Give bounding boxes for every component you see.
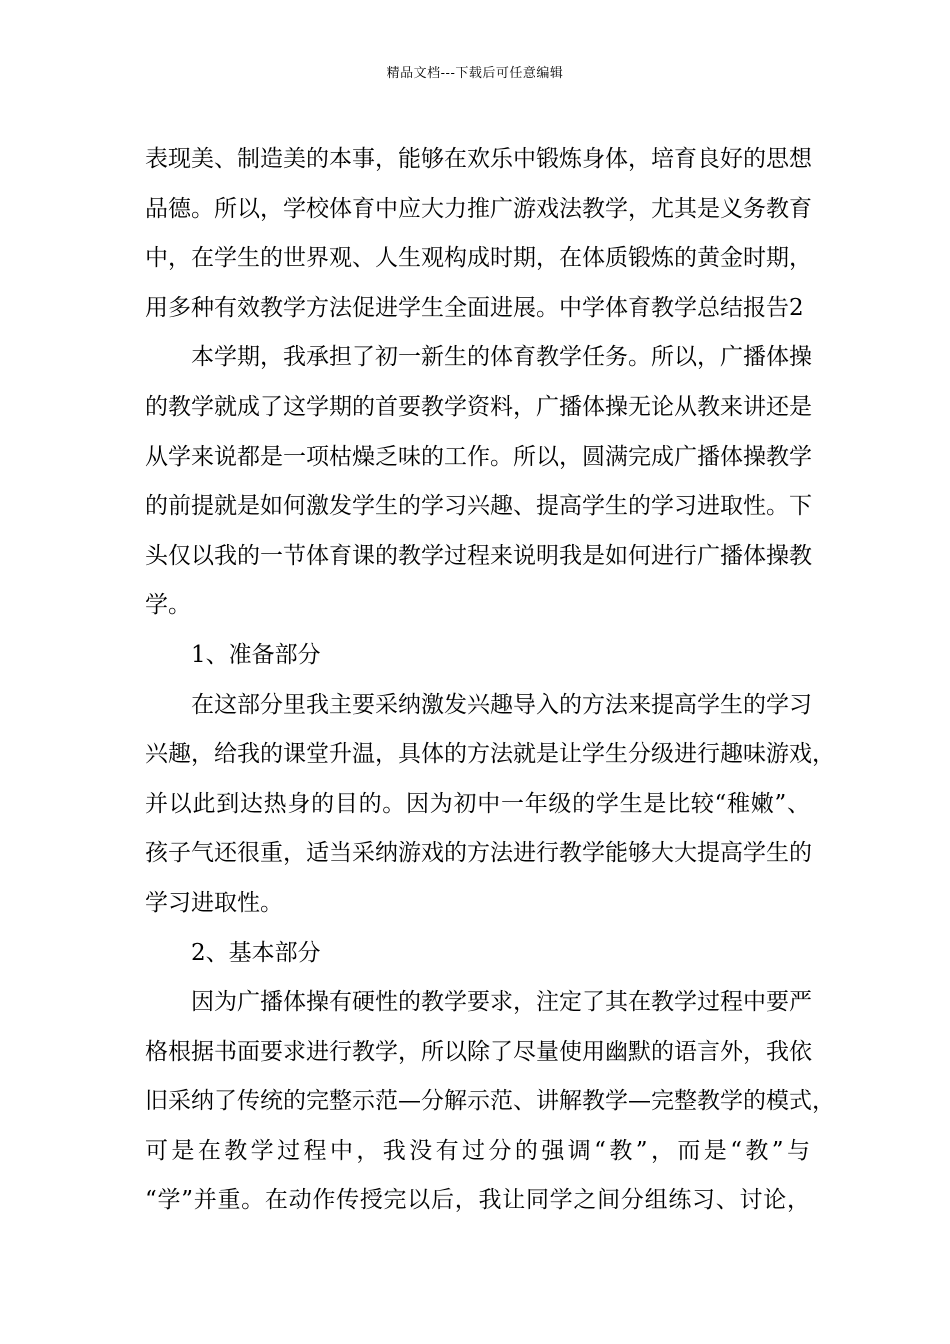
text-line: 头仅以我的一节体育课的教学过程来说明我是如何进行广播体操教: [145, 542, 812, 569]
text-line: 的前提就是如何激发学生的学习兴趣、提高学生的学习进取性。下: [145, 493, 812, 520]
text-line: 从学来说都是一项枯燥乏味的工作。所以，圆满完成广播体操教学: [145, 443, 812, 470]
paragraph-start: 因为广播体操有硬性的教学要求，注定了其在教学过程中要严: [191, 989, 812, 1016]
text-line: 品德。所以，学校体育中应大力推广游戏法教学，尤其是义务教育: [145, 195, 812, 222]
text-line: 中，在学生的世界观、人生观构成时期，在体质锻炼的黄金时期，: [145, 245, 812, 272]
text-line: 用多种有效教学方法促进学生全面进展。中学体育教学总结报告2: [145, 294, 804, 321]
text-line: 兴趣，给我的课堂升温，具体的方法就是让学生分级进行趣味游戏，: [145, 741, 835, 768]
text-line: 学。: [145, 592, 191, 619]
text-line: 的教学就成了这学期的首要教学资料，广播体操无论从教来讲还是: [145, 393, 812, 420]
section-heading: 1、准备部分: [191, 641, 321, 668]
document-body: [145, 135, 835, 1226]
text-line: 学习进取性。: [145, 889, 283, 916]
section-heading: 2、基本部分: [191, 939, 321, 966]
text-line: 孩子气还很重，适当采纳游戏的方法进行教学能够大大提高学生的: [145, 840, 812, 867]
text-line: 旧采纳了传统的完整示范—分解示范、讲解教学—完整教学的模式，: [145, 1088, 835, 1115]
paragraph-start: 在这部分里我主要采纳激发兴趣导入的方法来提高学生的学习: [191, 691, 812, 718]
text-line: 格根据书面要求进行教学，所以除了尽量使用幽默的语言外，我依: [145, 1038, 812, 1065]
text-line: 并以此到达热身的目的。因为初中一年级的学生是比较“稚嫩”、: [145, 790, 810, 817]
paragraph-start: 本学期，我承担了初一新生的体育教学任务。所以，广播体操: [191, 344, 812, 371]
page-header: 精品文档---下载后可任意编辑: [386, 66, 564, 81]
text-line: 表现美、制造美的本事，能够在欢乐中锻炼身体，培育良好的思想: [145, 146, 812, 172]
text-line: “学”并重。在动作传授完以后，我让同学之间分组练习、讨论，: [145, 1187, 810, 1214]
text-line: 可是在教学过程中，我没有过分的强调“教”，而是“教”与: [145, 1137, 810, 1164]
